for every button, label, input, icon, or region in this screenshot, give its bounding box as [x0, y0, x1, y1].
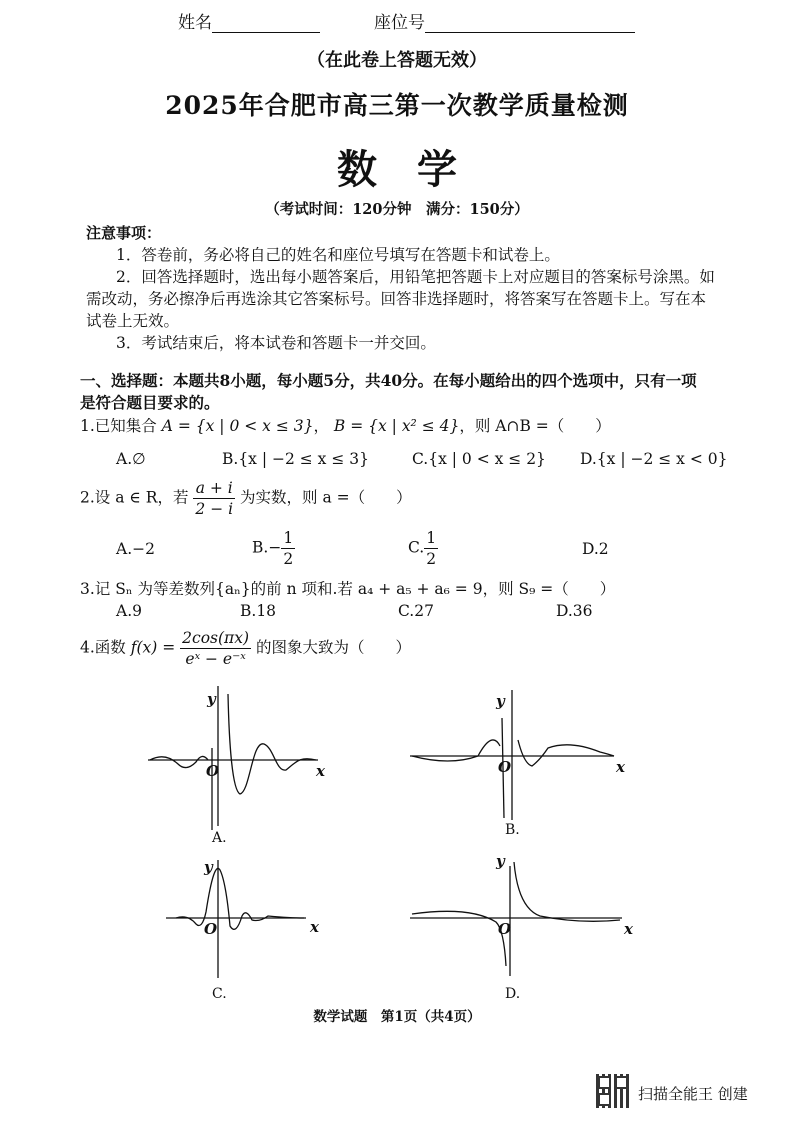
graph-b [410, 690, 614, 820]
q1-set-a: A = {x | 0 < x ≤ 3} [161, 417, 314, 435]
q3-option-a: A.9 [116, 602, 142, 620]
graph-c-x-label: x [310, 918, 319, 936]
graph-d-curve-left [412, 911, 506, 966]
q2-option-d: D.2 [582, 540, 609, 558]
q1-stem-tail: ，则 A∩B =（ ） [459, 417, 611, 435]
q2-stem-lead: 2.设 a ∈ R，若 [80, 488, 189, 507]
q4-frac-num: 2cos(πx) [182, 629, 250, 647]
q2-option-b-prefix: B.− [252, 538, 282, 557]
graph-a-curve-left [150, 756, 208, 767]
q1-option-b: B.{x | −2 ≤ x ≤ 3} [222, 450, 369, 468]
q2-stem-tail: 为实数，则 a =（ ） [240, 488, 412, 507]
section-heading: 一、选择题：本题共8小题，每小题5分，共40分。在每小题给出的四个选项中，只有一项 [80, 371, 697, 390]
q2-frac-num: a + i [193, 478, 235, 499]
notice-item-2: 2．回答选择题时，选出每小题答案后，用铅笔把答题卡上对应题目的答案标号涂黑。如 [116, 268, 715, 286]
graph-b-curve-right [518, 740, 614, 766]
notice-title: 注意事项： [86, 224, 162, 242]
q1-set-b: B = {x | x² ≤ 4} [333, 417, 460, 435]
q4-frac-den: eˣ − e⁻ˣ [185, 650, 246, 668]
q3-option-d: D.36 [556, 602, 593, 620]
seat-label: 座位号 [374, 13, 425, 33]
graph-d-option-label: D. [505, 986, 521, 1002]
q1-stem-lead: 1.已知集合 [80, 417, 157, 435]
exam-info: （考试时间：120分钟 满分：150分） [265, 201, 529, 218]
q1-option-c: C.{x | 0 < x ≤ 2} [412, 450, 546, 468]
exam-title: 2025年合肥市高三第一次教学质量检测 [165, 91, 629, 120]
q1-option-a: A.∅ [116, 450, 146, 468]
graph-d-curve-right [514, 862, 620, 921]
q2-b-den: 2 [283, 550, 294, 568]
graph-d-y-label: y [496, 852, 505, 870]
notice-item-2-cont: 需改动，务必擦净后再选涂其它答案标号。回答非选择题时，将答案写在答题卡上。写在本 [86, 290, 707, 308]
page-info: 数学试题 第1页（共4页） [313, 1009, 481, 1025]
q1-option-d: D.{x | −2 ≤ x < 0} [580, 450, 728, 468]
watermark-text: 扫描全能王 创建 [638, 1085, 748, 1103]
graph-b-option-label: B. [505, 822, 520, 838]
q3-option-b: B.18 [240, 602, 277, 620]
graph-c-option-label: C. [212, 986, 227, 1002]
q2-option-c-prefix: C. [408, 538, 425, 557]
q3-option-c: C.27 [398, 602, 434, 620]
invalid-note: （在此卷上答题无效） [307, 50, 487, 71]
q2-frac-den: 2 − i [195, 500, 234, 518]
notice-item-3: 3．考试结束后，将本试卷和答题卡一并交回。 [116, 334, 436, 352]
graph-b-origin: O [498, 758, 512, 776]
subject-title: 数学 [337, 146, 497, 193]
graph-a-curve-right [228, 694, 316, 794]
qr-code-icon [596, 1074, 630, 1108]
question-3-stem: 3.记 Sₙ 为等差数列{aₙ}的前 n 项和.若 a₄ + a₅ + a₆ = 9，则 S₉ =（ ） [80, 580, 616, 598]
graph-d [410, 862, 622, 976]
notice-item-1: 1．答卷前，务必将自己的姓名和座位号填写在答题卡和试卷上。 [116, 246, 560, 264]
graph-a-option-label: A. [212, 830, 227, 846]
notice-item-2-end: 试卷上无效。 [86, 312, 180, 330]
graph-c-curve [176, 868, 304, 929]
q4-stem-tail: 的图象大致为（ ） [255, 638, 411, 657]
q2-c-num: 1 [426, 529, 437, 547]
graph-b-y-label: y [496, 692, 505, 710]
q4-stem-lead: 4.函数 [80, 638, 126, 657]
graph-d-x-label: x [624, 920, 633, 938]
graph-c-origin: O [204, 920, 218, 938]
name-label: 姓名 [178, 13, 212, 33]
graph-a-x-label: x [316, 762, 325, 780]
graph-c-y-label: y [204, 858, 213, 876]
graph-b-curve-left [412, 740, 500, 761]
q2-c-den: 2 [426, 550, 437, 568]
graph-a-origin: O [206, 762, 220, 780]
graph-b-x-label: x [616, 758, 625, 776]
q2-option-a: A.−2 [116, 540, 155, 558]
section-heading-cont: 是符合题目要求的。 [80, 393, 220, 412]
graph-d-origin: O [498, 920, 512, 938]
graph-a [148, 686, 318, 830]
q2-b-num: 1 [283, 529, 294, 547]
question-1-stem: 1.已知集合 A = {x | 0 < x ≤ 3}， B = {x | x² ≤ 4}，则 A∩B =（ ） [80, 417, 611, 435]
graph-a-y-label: y [207, 690, 216, 708]
q4-func: f(x) = [130, 638, 176, 657]
graph-c [166, 860, 306, 978]
